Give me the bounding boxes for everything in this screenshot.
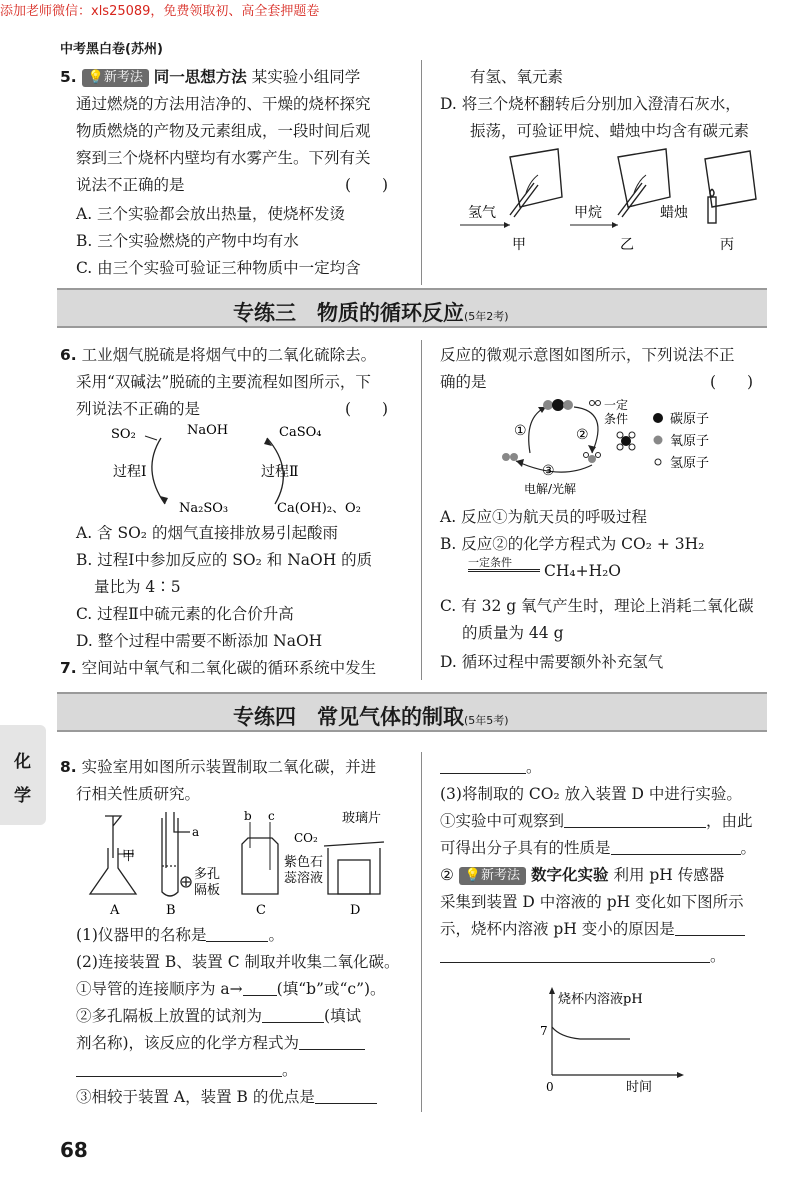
chart-xlabel: 时间 [626,1080,653,1095]
process-arrow-icon [152,438,165,504]
answer-blank[interactable] [206,924,268,942]
small-beaker-icon [338,860,370,894]
circle-2: ② [440,866,454,884]
option-c: C. 由三个实验可验证三种物质中一定均含 [76,259,361,277]
answer-blank[interactable] [315,1086,377,1104]
answer-blank[interactable] [564,810,706,828]
option-b: B. 过程Ⅰ中参加反应的 SO₂ 和 NaOH 的质 [76,551,373,569]
page-number: 68 [60,1138,88,1162]
co2-molecule-icon [543,399,573,411]
glass-plate-icon [324,842,384,846]
section-banner-4 [57,692,767,732]
answer-blank[interactable] [611,837,741,855]
question-text: 行相关性质研究。 [76,785,201,803]
plate-label: 隔板 [194,883,221,898]
legend-oxygen: 氧原子 [670,434,710,449]
part-3b: 利用 pH 传感器 [613,866,725,884]
part-3a: ①实验中可观察到 [440,812,565,830]
glass-plate-label: 玻璃片 [342,811,382,826]
column-divider [421,752,422,1112]
process-2-label: 过程Ⅱ [261,464,299,480]
na2so3-label: Na₂SO₃ [179,501,229,516]
legend-carbon: 碳原子 [670,412,710,427]
reaction-condition: 一定条件 [468,556,512,569]
part-3a-tail: ，由此 [706,812,753,830]
beaker-icon [705,151,756,207]
part-2a-tail: (填“b”或“c”)。 [276,980,386,998]
answer-bracket: ( ) [710,373,754,391]
methane-molecule-icon [617,432,635,450]
option-a: A. 反应①为航天员的呼吸过程 [440,508,648,526]
hydrogen-atom-icon [655,459,661,465]
chart-tick-7: 7 [540,1024,548,1038]
answer-blank[interactable] [243,978,277,996]
answer-blank[interactable] [299,1032,365,1050]
part-3b-text: 采集到装置 D 中溶液的 pH 变化如下图所示 [440,893,744,911]
answer-bracket: ( ) [345,176,389,194]
section-title: 专练三 物质的循环反应 [233,301,464,325]
column-divider [421,60,422,285]
caoh2-label: Ca(OH)₂、O₂ [277,501,361,516]
answer-blank[interactable] [76,1059,282,1077]
equals-sign [468,569,540,572]
method-topic: 同一思想方法 [153,68,247,86]
section-frequency: (5年5考) [464,714,509,727]
gas-bottle-icon [242,838,278,894]
question-text: 空间站中氧气和二氧化碳的循环系统中发生 [81,659,377,677]
candle-label: 蜡烛 [660,205,688,221]
electrolysis-label: 电解/光解 [524,482,577,496]
porous-label: 多孔 [194,867,221,882]
hydrogen-label: 氢气 [468,205,496,221]
figure-label-jia: 甲 [512,237,526,253]
option-d: D. 整个过程中需要不断添加 NaOH [76,632,323,650]
gas-apparatus-figure [78,808,408,920]
part-2a: ①导管的连接顺序为 a→ [76,980,243,998]
question-text: 采用“双碱法”脱硫的主要流程如图所示，下 [76,373,371,391]
question-text: 反应的微观示意图如图所示，下列说法不正 [440,346,735,364]
legend-hydrogen: 氢原子 [670,456,710,471]
period: 。 [740,839,757,857]
column-divider [421,340,422,680]
subject-char: 化 [14,752,31,772]
figure-label-yi: 乙 [620,237,634,253]
period: 。 [268,926,284,944]
question-text: 列说法不正确的是 [76,400,201,418]
new-method-badge: 💡新考法 [459,867,526,885]
part-2b-continued: 剂名称)，该反应的化学方程式为 [76,1034,300,1052]
chart-ylabel: 烧杯内溶液pH [558,992,643,1007]
oxygen-molecule-icon [502,453,518,461]
reaction-1-label: ① [514,423,527,439]
book-title: 中考黑白卷(苏州) [60,42,163,57]
co2-label: CO₂ [294,831,318,845]
cycle-arrow-icon [529,407,546,453]
beaker-icon [510,149,562,207]
part-2c: ③相较于装置 A，装置 B 的优点是 [76,1088,315,1106]
part-1: (1)仪器甲的名称是 [76,926,207,944]
beaker-icon [618,149,670,207]
question-text: 通过燃烧的方法用洁净的、干燥的烧杯探究 [76,95,371,113]
part-2b: ②多孔隔板上放置的试剂为 [76,1007,263,1025]
subject-char: 学 [14,786,31,806]
subject-side-tab [0,725,46,825]
litmus-label: 紫色石 [284,855,324,870]
reaction-3-label: ③ [542,463,555,479]
option-b-continued: 量比为 4∶5 [94,578,181,596]
double-alkali-cycle-figure [105,418,385,520]
option-c-continued: 有氢、氧元素 [470,68,564,86]
period: 。 [526,758,542,776]
answer-blank[interactable] [440,945,710,963]
combustion-beakers-figure [450,145,770,257]
option-a: A. 三个实验都会放出热量，使烧杯发烫 [76,205,346,223]
oxygen-atom-icon [654,436,663,445]
answer-blank[interactable] [675,918,745,936]
test-tube-icon [162,818,178,896]
apparatus-d-label: D [350,903,361,918]
condition-label: 条件 [604,412,629,426]
condition-label: 一定 [604,398,629,412]
question-number: 7. [60,659,77,677]
apparatus-b-label: B [166,903,176,918]
section-frequency: (5年2考) [464,310,509,323]
methane-label: 甲烷 [574,205,602,221]
question-number: 8. [60,758,77,776]
question-text: 某实验小组同学 [251,68,361,86]
question-text: 确的是 [440,373,487,391]
gas-tube-icon [510,183,538,217]
question-text: 物质燃烧的产物及元素组成，一段时间后观 [76,122,371,140]
section-title: 专练四 常见气体的制取 [233,705,464,729]
new-method-badge: 💡新考法 [82,69,149,87]
option-d: D. 将三个烧杯翻转后分别加入澄清石灰水， [440,95,741,113]
naoh-label: NaOH [187,423,229,438]
question-text: 实验室用如图所示装置制取二氧化碳，并进 [81,758,377,776]
option-c: C. 过程Ⅱ中硫元素的化合价升高 [76,605,294,623]
apparatus-c-label: C [256,903,266,918]
part-2: (2)连接装置 B、装置 C 制取并收集二氧化碳。 [76,953,400,971]
candle-icon [708,197,716,223]
question-number: 6. [60,346,77,364]
microscopic-cycle-figure [480,395,770,497]
question-text: 说法不正确的是 [76,176,185,194]
port-b-label: b [244,809,252,823]
beaker-icon [328,848,380,894]
option-c-continued: 的质量为 44 g [462,624,564,642]
watermark-note: 添加老师微信：xls25089，免费领取初、高全套押题卷 [0,4,320,19]
reaction-2-label: ② [576,427,589,443]
answer-blank[interactable] [262,1005,324,1023]
water-molecule-icon [584,453,601,464]
apparatus-a-label: A [110,903,120,918]
ph-change-chart [530,985,700,1097]
option-d-continued: 振荡，可验证甲烷、蜡烛中均含有碳元素 [470,122,750,140]
question-number: 5. [60,68,77,86]
question-text: 工业烟气脱硫是将烟气中的二氧化硫除去。 [81,346,377,364]
option-b-continued: CH₄+H₂O [544,562,622,580]
option-b: B. 反应②的化学方程式为 CO₂ + 3H₂ [440,535,705,553]
caso4-label: CaSO₄ [279,425,322,440]
period: 。 [710,947,726,965]
so2-label: SO₂ [111,427,136,442]
part-3a-continued: 可得出分子具有的性质是 [440,839,611,857]
method-topic: 数字化实验 [530,866,609,884]
port-a-label: a [192,825,200,839]
hydrogen-molecule-icon [590,401,601,406]
port-c-label: c [268,809,275,823]
figure-label-bing: 丙 [720,237,734,253]
instrument-jia-label: 甲 [122,849,136,864]
ph-curve [552,1027,630,1039]
option-d: D. 循环过程中需要额外补充氢气 [440,653,664,671]
litmus-label: 蕊溶液 [284,871,324,886]
period: 。 [282,1061,298,1079]
question-text: 察到三个烧杯内壁均有水雾产生。下列有关 [76,149,371,167]
chart-origin: 0 [546,1080,554,1094]
part-2b-tail: (填试 [324,1007,362,1025]
carbon-atom-icon [653,413,663,423]
process-1-label: 过程Ⅰ [113,464,147,480]
answer-bracket: ( ) [345,400,389,418]
section-banner-3 [57,288,767,328]
option-a: A. 含 SO₂ 的烟气直接排放易引起酸雨 [76,524,338,542]
part-3b-text: 示，烧杯内溶液 pH 变小的原因是 [440,920,675,938]
gas-tube-icon [618,183,646,217]
answer-blank[interactable] [440,756,526,774]
part-3: (3)将制取的 CO₂ 放入装置 D 中进行实验。 [440,785,742,803]
option-b: B. 三个实验燃烧的产物中均有水 [76,232,299,250]
option-c: C. 有 32 g 氧气产生时，理论上消耗二氧化碳 [440,597,754,615]
